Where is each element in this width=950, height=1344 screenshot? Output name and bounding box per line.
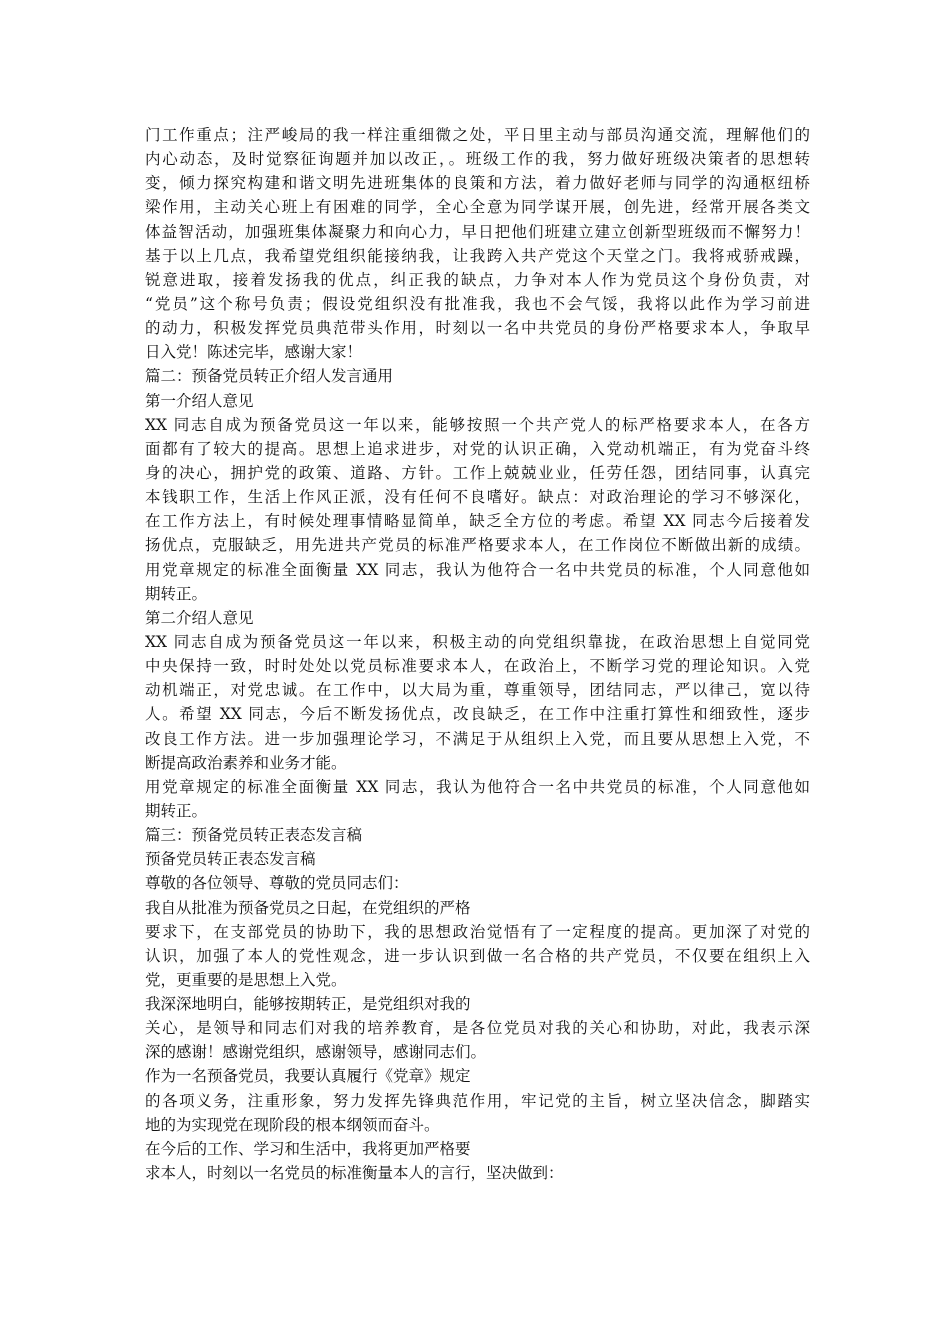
text-line: 用党章规定的标准全面衡量 XX 同志，我认为他符合一名中共党员的标准，个人同意他如 [145, 777, 810, 796]
text-line: 日入党！陈述完毕，感谢大家！ [145, 343, 363, 362]
text-line: 党，更重要的是思想上入党。 [145, 970, 347, 989]
document-body [145, 123, 810, 1185]
text-line: 我深深地明白，能够按期转正，是党组织对我的 [145, 995, 471, 1014]
text-line: 体益智活动，加强班集体凝聚力和向心力，早日把他们班建立建立创新型班级而不懈努力！ [145, 222, 810, 241]
text-line: 用党章规定的标准全面衡量 XX 同志，我认为他符合一名中共党员的标准，个人同意他如 [145, 560, 810, 579]
text-line: 地的为实现党在现阶段的根本纲领而奋斗。 [145, 1115, 440, 1134]
text-line: 动机端正，对党忠诚。在工作中，以大局为重，尊重领导，团结同志，严以律己，宽以待 [145, 681, 810, 700]
text-line: 第二介绍人意见 [145, 608, 254, 627]
text-line: 人。希望 XX 同志，今后不断发扬优点，改良缺乏，在工作中注重打算性和细致性，逐步 [145, 705, 810, 724]
text-line: 预备党员转正表态发言稿 [145, 850, 316, 869]
text-line: 锐意进取，接着发扬我的优点，纠正我的缺点，力争对本人作为党员这个身份负责，对 [145, 270, 810, 289]
text-line: XX 同志自成为预备党员这一年以来，积极主动的向党组织靠拢，在政治思想上自觉同党 [145, 632, 810, 651]
text-line: 的各项义务，注重形象，努力发挥先锋典范作用，牢记党的主旨，树立坚决信念，脚踏实 [145, 1091, 810, 1110]
text-line: 断提高政治素养和业务才能。 [145, 753, 347, 772]
text-line: 改良工作方法。进一步加强理论学习，不满足于从组织上入党，而且要从思想上入党，不 [145, 729, 810, 748]
text-line: 尊敬的各位领导、尊敬的党员同志们： [145, 874, 409, 893]
text-line: 在今后的工作、学习和生活中，我将更加严格要 [145, 1139, 471, 1158]
text-line: 求本人，时刻以一名党员的标准衡量本人的言行，坚决做到： [145, 1164, 564, 1183]
text-line: 门工作重点；注严峻局的我一样注重细微之处，平日里主动与部员沟通交流，理解他们的 [145, 126, 810, 144]
text-line: 篇三：预备党员转正表态发言稿 [145, 826, 363, 845]
text-line: 身的决心，拥护党的政策、道路、方针。工作上兢兢业业，任劳任怨，团结同事，认真完 [145, 463, 810, 482]
text-line: XX 同志自成为预备党员这一年以来，能够按照一个共产党人的标严格要求本人，在各方 [145, 415, 810, 434]
text-line: “党员”这个称号负责；假设党组织没有批准我，我也不会气馁，我将以此作为学习前进 [145, 294, 810, 313]
text-line: 面都有了较大的提高。思想上追求进步，对党的认识正确，入党动机端正，有为党奋斗终 [145, 439, 810, 458]
text-line: 本钱职工作，生活上作风正派，没有任何不良嗜好。缺点：对政治理论的学习不够深化， [145, 488, 810, 507]
text-line: 要求下，在支部党员的协助下，我的思想政治觉悟有了一定程度的提高。更加深了对党的 [145, 922, 810, 941]
text-line: 变，倾力探究构建和谐文明先进班集体的良策和方法，着力做好老师与同学的沟通枢纽桥 [145, 174, 810, 193]
text-line: 认识，加强了本人的党性观念，进一步认识到做一名合格的共产党员，不仅要在组织上入 [145, 946, 810, 965]
text-line: 的动力，积极发挥党员典范带头作用，时刻以一名中共党员的身份严格要求本人，争取早 [145, 319, 810, 338]
text-line: 深的感谢！感谢党组织，感谢领导，感谢同志们。 [145, 1043, 487, 1062]
text-line: 内心动态，及时觉察征询题并加以改正，。班级工作的我，努力做好班级决策者的思想转 [145, 150, 810, 169]
text-line: 梁作用，主动关心班上有困难的同学，全心全意为同学谋开展，创先进，经常开展各类文 [145, 198, 810, 217]
text-line: 期转正。 [145, 801, 208, 820]
text-line: 在工作方法上，有时候处理事情略显简单，缺乏全方位的考虑。希望 XX 同志今后接着发 [145, 512, 810, 531]
text-line: 关心，是领导和同志们对我的培养教育，是各位党员对我的关心和协助，对此，我表示深 [145, 1019, 810, 1038]
text-line: 扬优点，克服缺乏，用先进共产党员的标准严格要求本人，在工作岗位不断做出新的成绩。 [145, 536, 810, 555]
text-line: 作为一名预备党员，我要认真履行《党章》规定 [145, 1067, 471, 1086]
text-line: 中央保持一致，时时处处以党员标准要求本人，在政治上，不断学习党的理论知识。入党 [145, 657, 810, 676]
text-line: 期转正。 [145, 584, 208, 603]
text-line: 我自从批准为预备党员之日起，在党组织的严格 [145, 898, 471, 917]
text-line: 第一介绍人意见 [145, 391, 254, 410]
text-line: 基于以上几点，我希望党组织能接纳我，让我跨入共产党这个天堂之门。我将戒骄戒躁， [145, 246, 810, 265]
text-line: 篇二：预备党员转正介绍人发言通用 [145, 367, 394, 386]
